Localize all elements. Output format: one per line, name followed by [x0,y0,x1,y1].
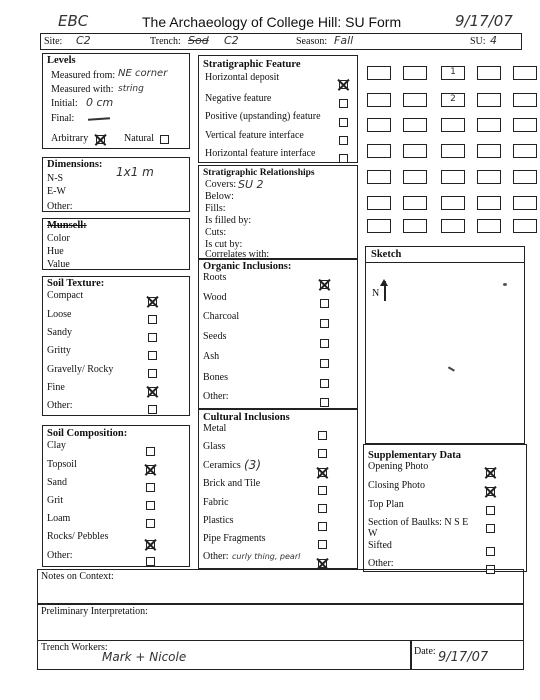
supp-sifted-checkbox[interactable] [486,547,495,556]
texture-other-checkbox[interactable] [148,405,157,414]
supp-opening-photo-checkbox[interactable] [486,468,495,477]
strat-negative-checkbox[interactable] [339,99,348,108]
texture-compact-checkbox[interactable] [148,297,157,306]
hw-initials: EBC [58,12,89,30]
organic-seeds-checkbox[interactable] [320,339,329,348]
sketch-title-underline [365,262,525,263]
organic-charcoal: Charcoal [203,311,240,322]
season-label: Season: [296,36,328,47]
workers-label: Trench Workers: [41,642,108,653]
comp-other: Other: [47,550,73,561]
supp-opening-photo: Opening Photo [368,461,429,472]
comp-rocks-checkbox[interactable] [146,540,155,549]
below-label: Below: [205,191,234,202]
grid-cell [477,144,501,158]
strat-horizontal-deposit-checkbox[interactable] [339,80,348,89]
strat-feature-title: Stratigraphic Feature [203,59,301,70]
texture-gravelly: Gravelly/ Rocky [47,364,114,375]
supp-other: Other: [368,558,394,569]
grid-cell [403,66,427,80]
sketch-title: Sketch [371,249,402,260]
measured-from-value[interactable]: NE corner [118,68,168,79]
trench-struck: Sod [188,34,209,47]
organic-other: Other: [203,391,229,402]
cultural-ceramics-checkbox[interactable] [318,468,327,477]
grid-cell [441,144,465,158]
grid-cell [477,219,501,233]
grid-cell [403,144,427,158]
texture-gravelly-checkbox[interactable] [148,369,157,378]
grid-cell [441,118,465,132]
ceramics-count[interactable]: (3) [244,458,261,472]
grid-cell [477,170,501,184]
grid-cell [367,144,391,158]
workers-value[interactable]: Mark + Nicole [102,650,187,664]
season-value[interactable]: Fall [334,34,354,47]
organic-charcoal-checkbox[interactable] [320,319,329,328]
initial-value[interactable]: 0 cm [86,96,114,109]
strat-horizontal-interface-checkbox[interactable] [339,154,348,163]
header-bar [40,33,522,50]
grid-cell [513,219,537,233]
dimensions-value[interactable]: 1x1 m [116,165,154,179]
strat-horizontal-deposit: Horizontal deposit [205,72,280,83]
munsell-color: Color [47,233,70,244]
munsell-hue: Hue [47,246,64,257]
organic-seeds: Seeds [203,331,227,342]
sketch-section [365,246,525,444]
grid-cell [513,93,537,107]
hw-date: 9/17/07 [455,12,513,30]
grid-cell [477,118,501,132]
site-value[interactable]: C2 [76,34,91,47]
page-title: The Archaeology of College Hill: SU Form [142,14,402,30]
comp-loam: Loam [47,513,71,524]
grid-cell [513,118,537,132]
organic-ash-checkbox[interactable] [320,359,329,368]
dimensions-title: Dimensions: [47,159,103,170]
comp-topsoil: Topsoil [47,459,77,470]
grid-cell [367,66,391,80]
dimensions-other: Other: [47,201,73,212]
arbitrary-label: Arbitrary [51,133,89,144]
grid-cell [513,144,537,158]
comp-rocks: Rocks/ Pebbles [47,531,109,542]
correlates-label: Correlates with: [205,249,270,260]
cultural-other: Other: [203,551,229,562]
grid-cell [513,196,537,210]
grid-cell [403,93,427,107]
grid-cell [441,219,465,233]
arbitrary-checkbox[interactable] [96,135,105,144]
final-label: Final: [51,113,75,124]
organic-ash: Ash [203,351,220,362]
cultural-glass-checkbox[interactable] [318,449,327,458]
cultural-fabric-checkbox[interactable] [318,504,327,513]
grid-cell [367,219,391,233]
grid-cell: 2 [441,93,465,107]
munsell-title: Munsell: [47,220,87,231]
texture-compact: Compact [47,290,84,301]
trench-label: Trench: [150,36,181,47]
supp-section-baulks-w: W [368,528,378,539]
initial-label: Initial: [51,98,78,109]
texture-gritty-checkbox[interactable] [148,351,157,360]
grid-cell [403,196,427,210]
strat-positive-checkbox[interactable] [339,118,348,127]
grid-cell [441,196,465,210]
comp-other-checkbox[interactable] [146,557,155,566]
covers-label: Covers: [205,179,237,190]
comp-grit-checkbox[interactable] [146,501,155,510]
grid-cell [513,66,537,80]
date-value[interactable]: 9/17/07 [438,650,489,665]
cultural-ceramics: Ceramics [203,460,241,471]
cultural-metal: Metal [203,423,227,434]
grid-cell [477,93,501,107]
grid-cell [367,196,391,210]
cultural-pipe: Pipe Fragments [203,533,266,544]
organic-roots-checkbox[interactable] [320,280,329,289]
ns-label: N-S [47,173,64,184]
coordinate-grid [367,66,527,236]
texture-loose-checkbox[interactable] [148,315,157,324]
su-label: SU: [470,36,486,47]
cultural-brick-checkbox[interactable] [318,486,327,495]
strat-rel-title: Stratigraphic Relationships [203,168,315,178]
grid-cell [477,66,501,80]
supp-closing-photo-checkbox[interactable] [486,487,495,496]
supp-top-plan-checkbox[interactable] [486,506,495,515]
grid-cell [477,196,501,210]
natural-label: Natural [124,133,154,144]
workers-date-divider [410,640,412,670]
supp-sifted: Sifted [368,540,392,551]
supp-section-baulks-checkbox[interactable] [486,524,495,533]
north-arrowhead-icon [380,279,388,286]
texture-other: Other: [47,400,73,411]
grid-cell [513,170,537,184]
cultural-fabric: Fabric [203,497,229,508]
cultural-other-value[interactable]: curly thing, pearl [232,552,301,561]
north-label: N [372,288,380,299]
cultural-plastics-checkbox[interactable] [318,522,327,531]
grid-cell [403,170,427,184]
munsell-value: Value [47,259,70,270]
cultural-title: Cultural Inclusions [203,412,290,423]
soil-texture-title: Soil Texture: [47,278,105,289]
cultural-brick: Brick and Tile [203,478,261,489]
organic-bones: Bones [203,372,228,383]
cut-by-label: Is cut by: [205,239,243,250]
organic-wood-checkbox[interactable] [320,299,329,308]
soil-composition-title: Soil Composition: [47,428,128,439]
comp-loam-checkbox[interactable] [146,519,155,528]
organic-roots: Roots [203,272,227,283]
cultural-glass: Glass [203,441,226,452]
comp-sand-checkbox[interactable] [146,483,155,492]
texture-fine-checkbox[interactable] [148,387,157,396]
texture-sandy: Sandy [47,327,72,338]
date-label: Date: [414,646,436,657]
strat-horizontal-interface: Horizontal feature interface [205,148,316,159]
strat-vertical-checkbox[interactable] [339,136,348,145]
cultural-metal-checkbox[interactable] [318,431,327,440]
strat-vertical: Vertical feature interface [205,130,304,141]
comp-clay: Clay [47,440,66,451]
levels-title: Levels [47,55,76,66]
comp-clay-checkbox[interactable] [146,447,155,456]
texture-gritty: Gritty [47,345,71,356]
grid-cell [367,170,391,184]
grid-cell [367,93,391,107]
trench-value[interactable]: C2 [224,34,239,47]
cultural-other-checkbox[interactable] [318,559,327,568]
organic-other-checkbox[interactable] [320,398,329,407]
su-value[interactable]: 4 [490,34,497,47]
grid-cell [403,118,427,132]
notes-context-label: Notes on Context: [41,571,114,582]
comp-topsoil-checkbox[interactable] [146,465,155,474]
grid-cell [441,170,465,184]
comp-grit: Grit [47,495,64,506]
cuts-label: Cuts: [205,227,227,238]
ew-label: E-W [47,186,66,197]
cultural-plastics: Plastics [203,515,234,526]
texture-fine: Fine [47,382,65,393]
organic-wood: Wood [203,292,227,303]
natural-checkbox[interactable] [160,135,169,144]
organic-bones-checkbox[interactable] [320,379,329,388]
texture-loose: Loose [47,309,72,320]
texture-sandy-checkbox[interactable] [148,333,157,342]
measured-from-label: Measured from: [51,70,116,81]
grid-cell [403,219,427,233]
strat-positive: Positive (upstanding) feature [205,111,321,122]
fills-label: Fills: [205,203,226,214]
strat-negative: Negative feature [205,93,272,104]
organic-title: Organic Inclusions: [203,261,292,272]
supp-closing-photo: Closing Photo [368,480,425,491]
site-label: Site: [44,36,63,47]
notes-interpretation-label: Preliminary Interpretation: [41,606,148,617]
grid-cell: 1 [441,66,465,80]
measured-with-label: Measured with: [51,84,114,95]
filled-by-label: Is filled by: [205,215,252,226]
covers-value[interactable]: SU 2 [238,178,264,191]
grid-cell [367,118,391,132]
sketch-dot [503,283,507,286]
cultural-pipe-checkbox[interactable] [318,540,327,549]
measured-with-value[interactable]: string [118,84,144,94]
comp-sand: Sand [47,477,67,488]
supp-top-plan: Top Plan [368,499,404,510]
supplementary-title: Supplementary Data [368,450,462,461]
supp-section-baulks: Section of Baulks: N S E [368,517,469,528]
